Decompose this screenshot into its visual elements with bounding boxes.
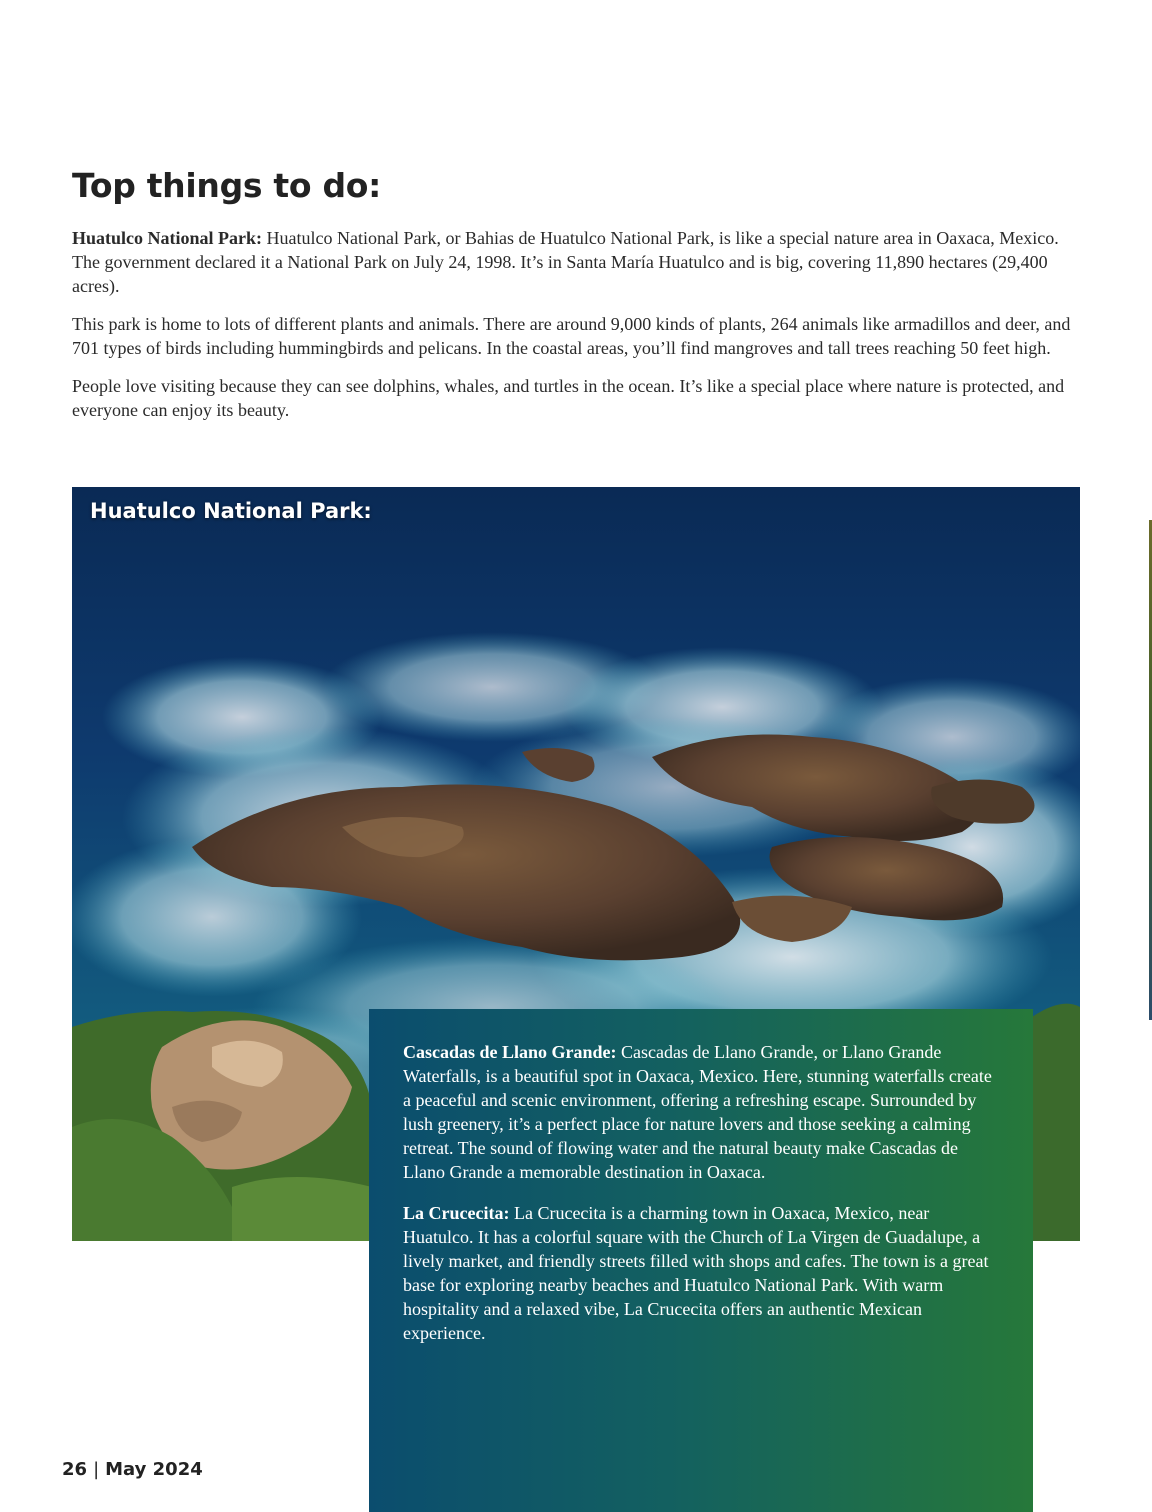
crucecita-paragraph bbox=[403, 1201, 1001, 1345]
cascadas-lead: Cascadas de Llano Grande: bbox=[403, 1042, 617, 1062]
park-lead: Huatulco National Park: bbox=[72, 228, 263, 248]
intro-paragraph-park bbox=[72, 226, 1072, 298]
cascadas-text: Cascadas de Llano Grande, or Llano Grande Waterfalls, is a beautiful spot in Oaxaca, Mexico. Here, stunning waterfalls create a peaceful and scenic environment, offering a refreshing escape. Surrounded by lush greenery, it’s a perfect place for nature lovers and those seeking a calming retreat. The sound of flowing water and the natural beauty make Cascadas de Llano Grande a memorable destination in Oaxaca. bbox=[403, 1042, 992, 1182]
page-footer bbox=[62, 1459, 203, 1480]
page-number: 26 bbox=[62, 1459, 88, 1480]
intro-paragraph-wildlife: This park is home to lots of different plants and animals. There are around 9,000 kinds of plants, 264 animals like armadillos and deer, and 701 types of birds including hummingbirds and pelicans. In the coastal areas, you’ll find mangroves and tall trees reaching 50 feet high. bbox=[72, 314, 1071, 358]
intro-paragraph-visitors: People love visiting because they can see dolphins, whales, and turtles in the ocean. It’s like a special place where nature is protected, and everyone can enjoy its beauty. bbox=[72, 376, 1065, 420]
park-text: Huatulco National Park, or Bahias de Huatulco National Park, is like a special nature area in Oaxaca, Mexico. The government declared it a National Park on July 24, 1998. It’s in Santa María Huatulco and is big, covering 11,890 hectares (29,400 acres). bbox=[72, 228, 1059, 296]
cascadas-paragraph bbox=[403, 1040, 1001, 1184]
crucecita-lead: La Crucecita: bbox=[403, 1203, 510, 1223]
crucecita-text: La Crucecita is a charming town in Oaxaca, Mexico, near Huatulco. It has a colorful square with the Church of La Virgen de Guadalupe, a lively market, and friendly streets filled with shops and cafes. The town is a great base for exploring nearby beaches and Huatulco National Park. With warm hospitality and a relaxed vibe, La Crucecita offers an authentic Mexican experience. bbox=[403, 1203, 989, 1343]
intro-section bbox=[72, 226, 1072, 436]
footer-separator: | bbox=[93, 1459, 100, 1480]
issue-date: May 2024 bbox=[105, 1459, 203, 1480]
photo-caption: Huatulco National Park: bbox=[90, 499, 372, 523]
page-title: Top things to do: bbox=[72, 166, 382, 205]
sidebar-box bbox=[369, 1009, 1033, 1512]
